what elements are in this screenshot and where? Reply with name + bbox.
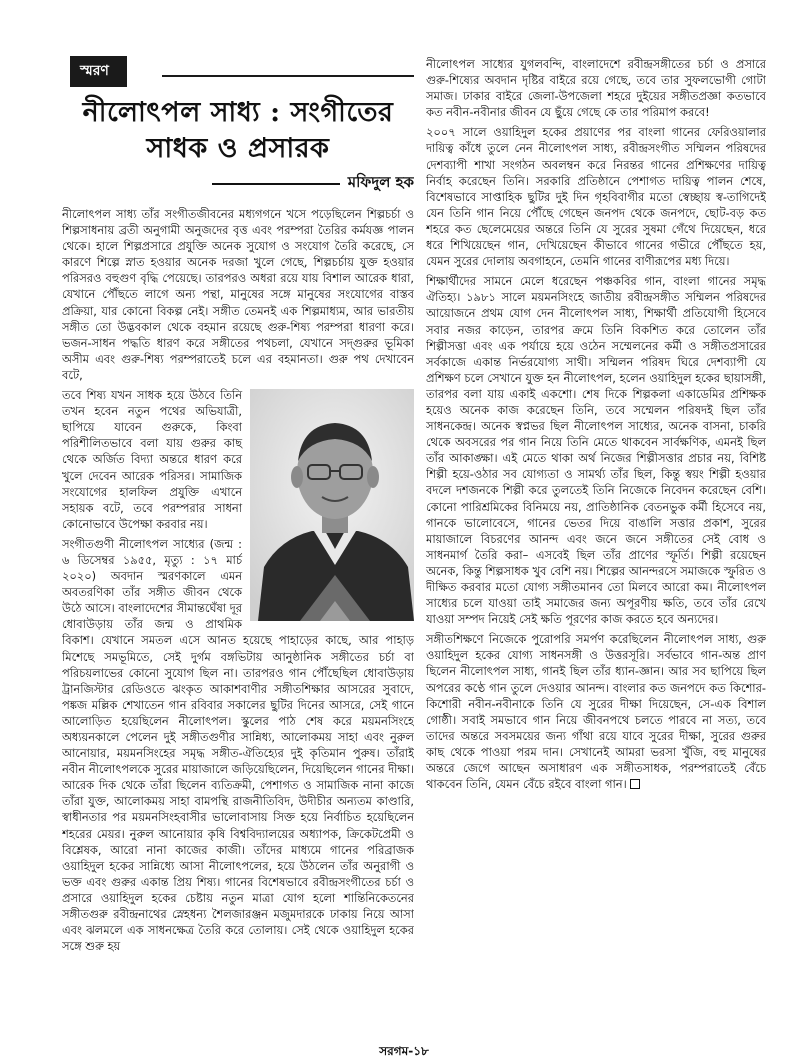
paragraph: ২০০৭ সালে ওয়াহিদুল হকের প্রয়াণের পর বাংলা গানের ফেরিওয়ালার দায়িত্ব কাঁধে তুলে নেন নীলোৎপল সাধ্য, রবীন্দ্রসংগীত সম্মিলন পরিষদের দেশব্যাপী শাখা সংগঠন অবলম্বন করে নিরন্তর গানের প্রশিক্ষণের দায়িত্ব নির্বাহ করেছেন তিনি। সরকারি প্রতিষ্ঠানে পেশাগত দায়িত্ব পালন শেষে, বিশেষভাবে সাপ্তাহিক ছুটির দুই দিন গৃহবিবাগীর মতো স্বেচ্ছায় স্ব-তাগিদেই যেন তিনি গান নিয়ে পৌঁছে গেছেন জনপদ থেকে জনপদে, ছোট-বড় কত শহরে কত ছেলেমেয়ের অন্তরে তিনি যে সুরের সুষমা গেঁথে দিয়েছেন, ধরে ধরে শিখিয়েছেন গান, দেখিয়েছেন কীভাবে গানের গভীরে পৌঁছতে হয়, যেমন সুরের দোলায় অবগাহনে, তেমনি গানের বাণীরূপের মধ্য দিয়ে। (426, 125, 766, 269)
section-rule (162, 75, 414, 87)
section-header (62, 56, 414, 87)
page-footer: সরগম-১৮ (379, 1044, 429, 1058)
paragraph: শিক্ষার্থীদের সামনে মেলে ধরেছেন পঞ্চকবির গান, বাংলা গানের সমৃদ্ধ ঐতিহ্য। ১৯৮১ সালে ময়মনসিংহে জাতীয় রবীন্দ্রসঙ্গীত সম্মিলন পরিষদের আয়োজনে প্রথম যোগ দেন নীলোৎপল সাধ্য, শিক্ষার্থী প্রতিযোগী হিসেবে সবার নজর কাড়েন, তারপর ক্রমে তিনি বিকশিত করে তোলেন তাঁর শিল্পীসত্তা এবং এক পর্যায়ে হয়ে ওঠেন সম্মেলনের কর্মী ও সঙ্গীতপ্রসারের সর্বকাজে একান্ত নির্ভরযোগ্য সাথী। সম্মিলন পরিষদ ঘিরে দেশব্যাপী যে প্রশিক্ষণ চলে সেখানে যুক্ত হন নীলোৎপল, হলেন ওয়াহিদুল হকের ছায়াসঙ্গী, তারপর বলা যায় একাই একশো। শেষ দিকে শিল্পকলা একাডেমির প্রশিক্ষক হয়েও অনেক কাজ করেছেন তিনি, তবে সম্মেলন পরিষদই ছিল তাঁর সাধনকেন্দ্র। অনেক স্বপ্নভর ছিল নীলোৎপল সাধ্যের, অনেক বাসনা, চাকরি থেকে অবসরের পর গান নিয়ে তিনি মেতে থাকবেন সার্বক্ষণিক, এমনই ছিল তাঁর আকাঙ্ক্ষা। এই মেতে থাকা অর্থ নিজের শিল্পীসত্তার প্রচার নয়, বিশিষ্ট শিল্পী হয়ে-ওঠার সব যোগ্যতা ও সামর্থ্য তাঁর ছিল, কিন্তু স্বয়ং শিল্পী হওয়ার বদলে দশজনকে শিল্পী করে তুলতেই তিনি নিজেকে নিবেদন করেছেন বেশি। কোনো পারিশ্রমিকের বিনিময়ে নয়, প্রাতিষ্ঠানিক বেতনভুক কর্মী হিসেবে নয়, গানকে ভালোবেসে, গানের ভেতর দিয়ে বাঙালি সত্তার প্রকাশ, সুরের মায়াজালে বিচরণের আনন্দ এবং জনে জনে সঙ্গীতের সেই বোধ ও সাধনমার্গ তৈরি করা– এসবেই ছিল তাঁর প্রাণের স্ফূর্তি। শিল্পী রয়েছেন অনেক, কিন্তু শিল্পসাধক খুব বেশি নয়। শিল্পের আনন্দরসে সমাজকে স্ফুরিত ও দীক্ষিত করবার মতো যোগ্য সঙ্গীতমানব তো মিলবে আরো কম। নীলোৎপল সাধ্যের চলে যাওয়া তাই সমাজের জন্য অপূরণীয় ক্ষতি, তবে তাঁর রেখে যাওয়া সম্পদ নিয়েই সেই ক্ষতি পূরণের কাজ করতে হবে অন্যদের। (426, 274, 766, 627)
article-title: নীলোৎপল সাধ্য : সংগীতের সাধক ও প্রসারক (82, 97, 394, 164)
section-label: স্মরণ (70, 56, 127, 87)
author-portrait-photo (250, 389, 414, 621)
paragraph-final (426, 631, 766, 792)
paragraph: সংগীতগুণী নীলোৎপল সাধ্যের (জন্ম : ৬ ডিসেম্বর ১৯৫৫, মৃত্যু : ১৭ মার্চ ২০২০) অবদান স্মরণকালে এমন অবতরণিকা তাঁর সঙ্গীত জীবন থেকে উঠে আসে। বাংলাদেশের সীমান্তঘেঁষা দূর ধোবাউড়ায় তাঁর জন্ম ও প্রাথমিক বিকাশ। যেখানে সমতল এসে আনত হয়েছে পাহাড়ের কাছে, আর পাহাড় মিশেছে সমভূমিতে, সেই দুর্গম বঙ্গভিটায় আনুষ্ঠানিক সঙ্গীতের চর্চা বা পরিচয়লাভের কোনো সুযোগ ছিল না। তারপরও গান পৌঁছেছিল ধোবাউড়ায় ট্রানজিস্টার রেডিওতে ঝংকৃত আকাশবাণীর সঙ্গীতশিক্ষার আসরের সুবাদে, পঙ্কজ মল্লিক শেখাতেন গান রবিবার সকালের ছুটির দিনের আসরে, সেই গানে আলোড়িত হয়েছিলেন নীলোৎপল। স্কুলের পাঠ শেষ করে ময়মনসিংহে অধ্যয়নকালে পেলেন দুই সঙ্গীতগুণীর সান্নিধ্য, আলোকময় সাহা এবং নুরুল আনোয়ার, ময়মনসিংহের সমৃদ্ধ সঙ্গীত-ঐতিহ্যের দুই কৃতিমান পুরুষ। তাঁরাই নবীন নীলোৎপলকে সুরের মায়াজালে জড়িয়েছিলেন, দিয়েছিলেন গানের দীক্ষা। আরেক দিক থেকে তাঁরা ছিলেন ব্যতিক্রমী, পেশাগত ও সামাজিক নানা কাজে তাঁরা যুক্ত, আলোকময় সাহা বামপন্থি রাজনীতিবিদ, উদীচীর অন্যতম কাণ্ডারি, স্বাধীনতার পর ময়মনসিংহবাসীর ভালোবাসায় সিক্ত হয়ে নির্বাচিত হয়েছিলেন শহরের মেয়র। নুরুল আনোয়ার কৃষি বিশ্ববিদ্যালয়ের অধ্যাপক, ক্রিকেটপ্রেমী ও বিশ্লেষক, আরো নানা কাজের কাজী। তাঁদের মাধ্যমে গানের পরিব্রাজক ওয়াহিদুল হকের সান্নিধ্যে আসা নীলোৎপলের, হয়ে উঠলেন তাঁর অনুরাগী ও ভক্ত এবং গুরুর একান্ত প্রিয় শিষ্য। গানের বিশেষভাবে রবীন্দ্রসংগীতের চর্চা ও প্রসারে ওয়াহিদুল হকের চেষ্টায় নতুন মাত্রা যোগ হলো শান্তিনিকেতনের সঙ্গীতগুরু রবীন্দ্রনাথের স্নেহধন্য শৈলজারঞ্জন মজুমদারকে ঢাকায় নিয়ে আসা এবং ঝলমলে এক সাধনক্ষেত্র তৈরি করে তোলায়। সেই থেকে ওয়াহিদুল হকের সঙ্গে শুরু হয় (62, 536, 414, 954)
byline (62, 171, 414, 196)
byline-rule (212, 183, 340, 185)
paragraph-text: সঙ্গীতশিক্ষণে নিজেকে পুরোপরি সমর্পণ করেছিলেন নীলোৎপল সাধ্য, গুরু ওয়াহিদুল হকের যোগ্য সাধনসঙ্গী ও উত্তরসূরি। সর্বভাবে গান-অন্ত প্রাণ ছিলেন নীলোৎপল সাধ্য, গানই ছিল তাঁর ধ্যান-জ্ঞান। আর সব ছাপিয়ে ছিল অপরের কণ্ঠে গান তুলে দেওয়ার আনন্দ। বাংলার কত জনপদে কত কিশোর-কিশোরী নবীন-নবীনাকে তিনি যে সুরের দীক্ষা দিয়েছেন, সে-এক বিশাল গোষ্ঠী। সবাই সমভাবে গান নিয়ে জীবনপথে চলতে পারবে না সত্য, তবে তাদের অন্তরে সবসময়ের জন্য গাঁথা রয়ে যাবে সুরের দীক্ষা, সুরের গুরুর কাছ থেকে পাওয়া পরম দান। সেখানেই আমরা ভরসা খুঁজি, বহু মানুষের অন্তরে জেগে আছেন অসাধারণ এক সঙ্গীতসাধক, পরম্পরাতেই বেঁচে থাকবেন তিনি, যেমন বেঁচে রইবে বাংলা গান। (426, 632, 766, 792)
end-mark-icon (630, 779, 640, 789)
paragraph: তবে শিষ্য যখন সাধক হয়ে উঠবে তিনি তখন হবেন নতুন পথের অভিযাত্রী, ছাপিয়ে যাবেন গুরুকে, কিংবা পরিশীলিতভাবে বলা যায় গুরুর কাছ থেকে অর্জিত বিদ্যা অন্তরে ধারণ করে খুলে দেবেন আরেক পরিসর। সামাজিক সংযোগের হালফিল প্রযুক্তি এখানে সহায়ক বটে, তবে পরম্পরার সাধনা কোনোভাবে উপেক্ষা করবার নয়। (62, 388, 242, 531)
author-name: মফিদুল হক (347, 173, 414, 191)
left-column (62, 56, 414, 1031)
portrait-photo-icon (250, 389, 414, 621)
paragraph: নীলোৎপল সাধ্য তাঁর সংগীতজীবনের মধ্যগগনে খসে পড়েছিলেন শিল্পচর্চা ও শিল্পসাধনায় ব্রতী অনুগামী অনুজদের বৃত্ত এবং পরম্পরা তৈরির কর্মযজ্ঞ পালন থেকে। হালে শিল্পপ্রসারে প্রযুক্তি অনেক সুযোগ ও সংযোগ তৈরি করেছে, সে কারণে শিল্পে স্নাত হওয়ার অনেক দরজা খুলে গেছে, শিল্পচর্চায় যুক্ত হওয়ার পরিসরও বহুগুণ বৃদ্ধি পেয়েছে। তারপরও অধরা রয়ে যায় বিশাল আরেক ধারা, যেখানে পৌঁছতে লাগে অন্য পন্থা, মানুষের সঙ্গে মানুষের সংযোগের বাস্তব প্রক্রিয়া, যার কোনো বিকল্প নেই। সঙ্গীত তেমনই এক শিল্পমাধ্যম, আর ভারতীয় সঙ্গীত তো উদ্ভবকাল থেকে বহমান রয়েছে গুরু-শিষ্য পরম্পরা ধারণা করে। ভজন-সাধন পদ্ধতি ধারণ করে সঙ্গীতের পথচলা, যেখানে সদ্গুরুর ভূমিকা অসীম এবং গুরু-শিষ্য পরম্পরাতেই চলে এর বহমানতা। গুরু পথ দেখাবেন বটে, (62, 207, 414, 382)
paragraph: নীলোৎপল সাধ্যের যুগলবন্দি, বাংলাদেশে রবীন্দ্রসঙ্গীতের চর্চা ও প্রসারে গুরু-শিষ্যের অবদান দৃষ্টির বাইরে রয়ে গেছে, তবে তার সুফলভোগী গোটা সমাজ। ঢাকার বাইরে জেলা-উপজেলা শহরে দুইয়ের সঙ্গীতপ্রজ্ঞা কতভাবে কত নবীন-নবীনার জীবন যে ছুঁয়ে গেছে কে তার পরিমাপ করবে! (426, 57, 766, 120)
right-column (426, 56, 766, 1031)
left-article-text (62, 206, 414, 958)
